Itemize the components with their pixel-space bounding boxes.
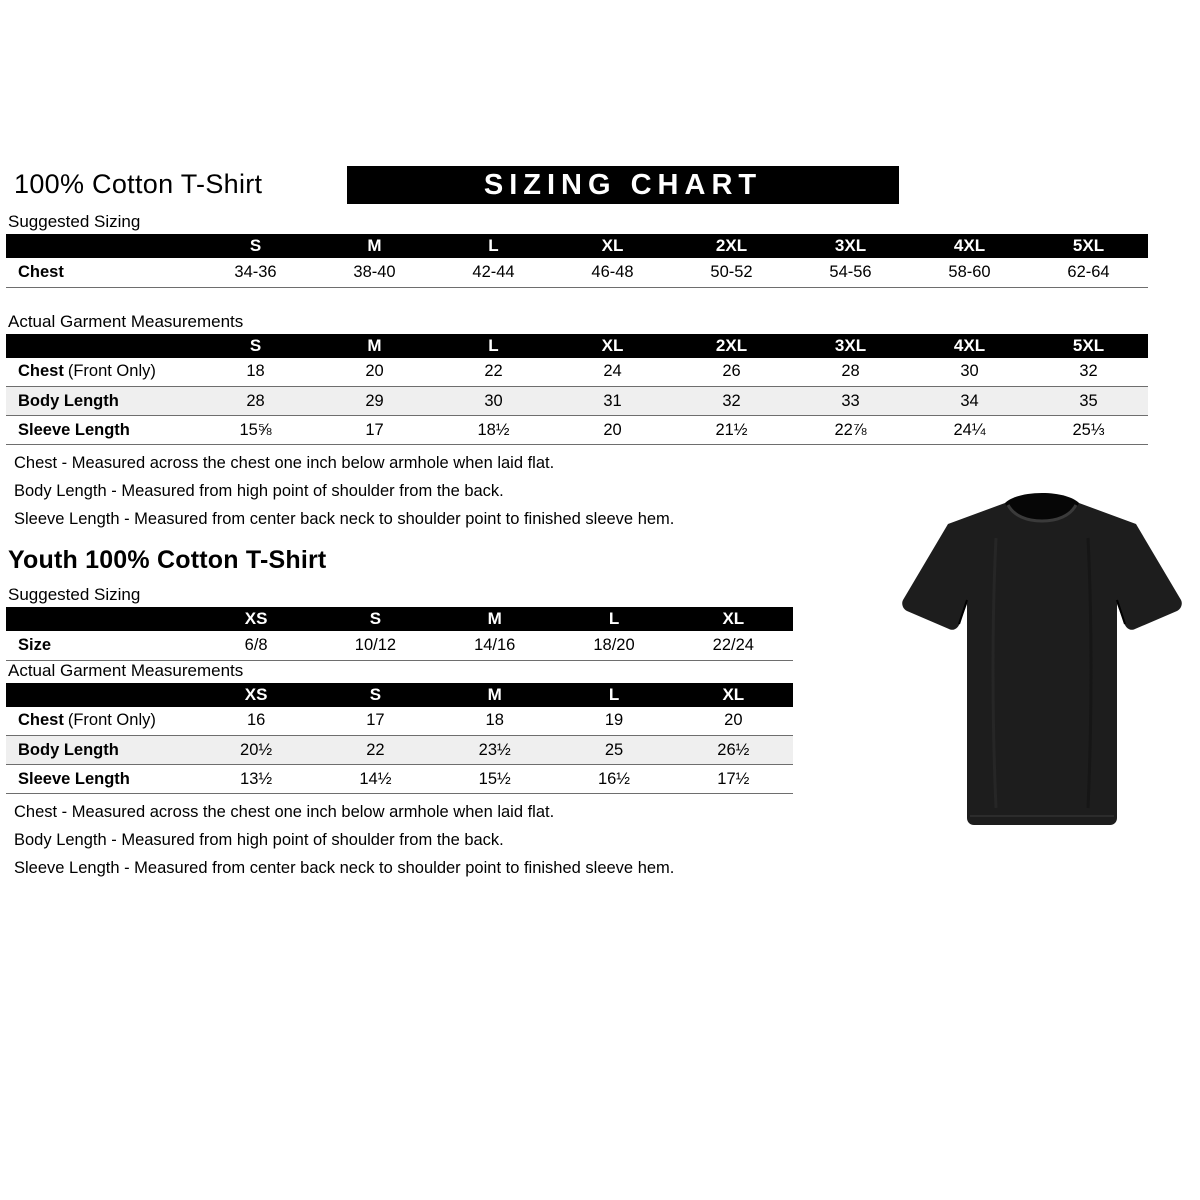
measurement-value: 35 [1029, 387, 1148, 416]
measurement-value: 23½ [435, 736, 554, 765]
row-label: Chest (Front Only) [6, 358, 196, 387]
measurement-value: 62-64 [1029, 258, 1148, 287]
table-header-row [6, 334, 1148, 358]
measurement-value: 25 [554, 736, 673, 765]
measurement-value: 26½ [674, 736, 793, 765]
table-row [6, 416, 1148, 445]
measurement-value: 18/20 [554, 631, 673, 660]
empty-header-cell [6, 234, 196, 258]
size-col-header: 5XL [1029, 234, 1148, 258]
measurement-value: 28 [791, 358, 910, 387]
measurement-value: 46-48 [553, 258, 672, 287]
size-col-header: XS [196, 607, 315, 631]
measurement-value: 30 [434, 387, 553, 416]
tshirt-illustration [896, 478, 1188, 836]
measurement-value: 58-60 [910, 258, 1029, 287]
table-header-row [6, 607, 793, 631]
size-col-header: XL [553, 234, 672, 258]
adult-suggested-label: Suggested Sizing [8, 212, 141, 231]
measurement-value: 24¼ [910, 416, 1029, 445]
table-row [6, 387, 1148, 416]
size-col-header: 3XL [791, 234, 910, 258]
size-col-header: M [315, 234, 434, 258]
header-row [6, 166, 1148, 208]
measurement-value: 29 [315, 387, 434, 416]
adult-suggested-table [6, 234, 1148, 288]
measurement-value: 34-36 [196, 258, 315, 287]
measurement-value: 13½ [196, 765, 315, 794]
measurement-value: 20 [315, 358, 434, 387]
size-col-header: XL [674, 683, 793, 707]
measurement-value: 21½ [672, 416, 791, 445]
youth-suggested-label: Suggested Sizing [8, 585, 141, 604]
measurement-value: 22⅞ [791, 416, 910, 445]
measurement-value: 54-56 [791, 258, 910, 287]
size-col-header: S [316, 683, 435, 707]
adult-actual-table [6, 334, 1148, 446]
measurement-value: 14½ [316, 765, 435, 794]
table-row [6, 765, 793, 794]
measurement-value: 33 [791, 387, 910, 416]
measurement-value: 18½ [434, 416, 553, 445]
measurement-value: 14/16 [435, 631, 554, 660]
table-header-row [6, 234, 1148, 258]
measurement-value: 31 [553, 387, 672, 416]
page-title: 100% Cotton T-Shirt [14, 169, 263, 199]
measurement-value: 18 [435, 707, 554, 736]
size-col-header: S [196, 234, 315, 258]
measurement-value: 25⅓ [1029, 416, 1148, 445]
size-col-header: S [316, 607, 435, 631]
measurement-value: 34 [910, 387, 1029, 416]
size-col-header: L [434, 234, 553, 258]
measurement-value: 16 [196, 707, 315, 736]
measurement-value: 20 [674, 707, 793, 736]
note-chest: Chest - Measured across the chest one inch below armhole when laid flat. [14, 454, 555, 472]
size-col-header: 2XL [672, 234, 791, 258]
table-row [6, 736, 793, 765]
size-col-header: M [315, 334, 434, 358]
measurement-value: 6/8 [196, 631, 315, 660]
size-col-header: 5XL [1029, 334, 1148, 358]
sizing-chart-banner: SIZING CHART [347, 166, 899, 204]
size-col-header: M [435, 683, 554, 707]
size-col-header: 2XL [672, 334, 791, 358]
measurement-value: 38-40 [315, 258, 434, 287]
row-label: Size [6, 631, 196, 660]
youth-actual-table [6, 683, 793, 795]
measurement-value: 17 [316, 707, 435, 736]
note-sleeve-length: Sleeve Length - Measured from center back neck to shoulder point to finished sleeve hem. [14, 510, 675, 528]
size-col-header: L [434, 334, 553, 358]
table-row [6, 707, 793, 736]
measurement-value: 22/24 [674, 631, 793, 660]
empty-header-cell [6, 607, 196, 631]
measurement-value: 22 [316, 736, 435, 765]
row-label: Body Length [6, 736, 196, 765]
black-tshirt-image [896, 478, 1188, 836]
table-row [6, 631, 793, 660]
row-label: Sleeve Length [6, 416, 196, 445]
size-col-header: 3XL [791, 334, 910, 358]
size-col-header: L [554, 607, 673, 631]
table-header-row [6, 683, 793, 707]
measurement-value: 15⅝ [196, 416, 315, 445]
size-col-header: 4XL [910, 334, 1029, 358]
measurement-value: 26 [672, 358, 791, 387]
youth-suggested-table [6, 607, 793, 661]
note-body-length: Body Length - Measured from high point of shoulder from the back. [14, 482, 504, 500]
measurement-value: 17 [315, 416, 434, 445]
youth-actual-label: Actual Garment Measurements [8, 660, 244, 680]
measurement-value: 20½ [196, 736, 315, 765]
table-row [6, 358, 1148, 387]
adult-actual-label: Actual Garment Measurements [8, 311, 244, 331]
size-col-header: S [196, 334, 315, 358]
row-label: Chest [6, 258, 196, 287]
empty-header-cell [6, 334, 196, 358]
size-col-header: L [554, 683, 673, 707]
note-body-length: Body Length - Measured from high point of shoulder from the back. [14, 831, 504, 849]
measurement-value: 50-52 [672, 258, 791, 287]
size-col-header: 4XL [910, 234, 1029, 258]
measurement-value: 16½ [554, 765, 673, 794]
size-col-header: XL [553, 334, 672, 358]
row-label: Body Length [6, 387, 196, 416]
note-sleeve-length: Sleeve Length - Measured from center back neck to shoulder point to finished sleeve hem. [14, 859, 675, 877]
measurement-value: 28 [196, 387, 315, 416]
note-chest: Chest - Measured across the chest one inch below armhole when laid flat. [14, 803, 555, 821]
measurement-value: 15½ [435, 765, 554, 794]
measurement-value: 20 [553, 416, 672, 445]
size-col-header: XS [196, 683, 315, 707]
size-col-header: XL [674, 607, 793, 631]
measurement-value: 17½ [674, 765, 793, 794]
measurement-value: 18 [196, 358, 315, 387]
empty-header-cell [6, 683, 196, 707]
table-row [6, 258, 1148, 287]
measurement-value: 19 [554, 707, 673, 736]
measurement-value: 24 [553, 358, 672, 387]
youth-title: Youth 100% Cotton T-Shirt [8, 546, 327, 574]
row-label: Sleeve Length [6, 765, 196, 794]
measurement-value: 22 [434, 358, 553, 387]
measurement-value: 32 [672, 387, 791, 416]
measurement-value: 32 [1029, 358, 1148, 387]
measurement-value: 42-44 [434, 258, 553, 287]
measurement-value: 30 [910, 358, 1029, 387]
measurement-value: 10/12 [316, 631, 435, 660]
size-col-header: M [435, 607, 554, 631]
row-label: Chest (Front Only) [6, 707, 196, 736]
